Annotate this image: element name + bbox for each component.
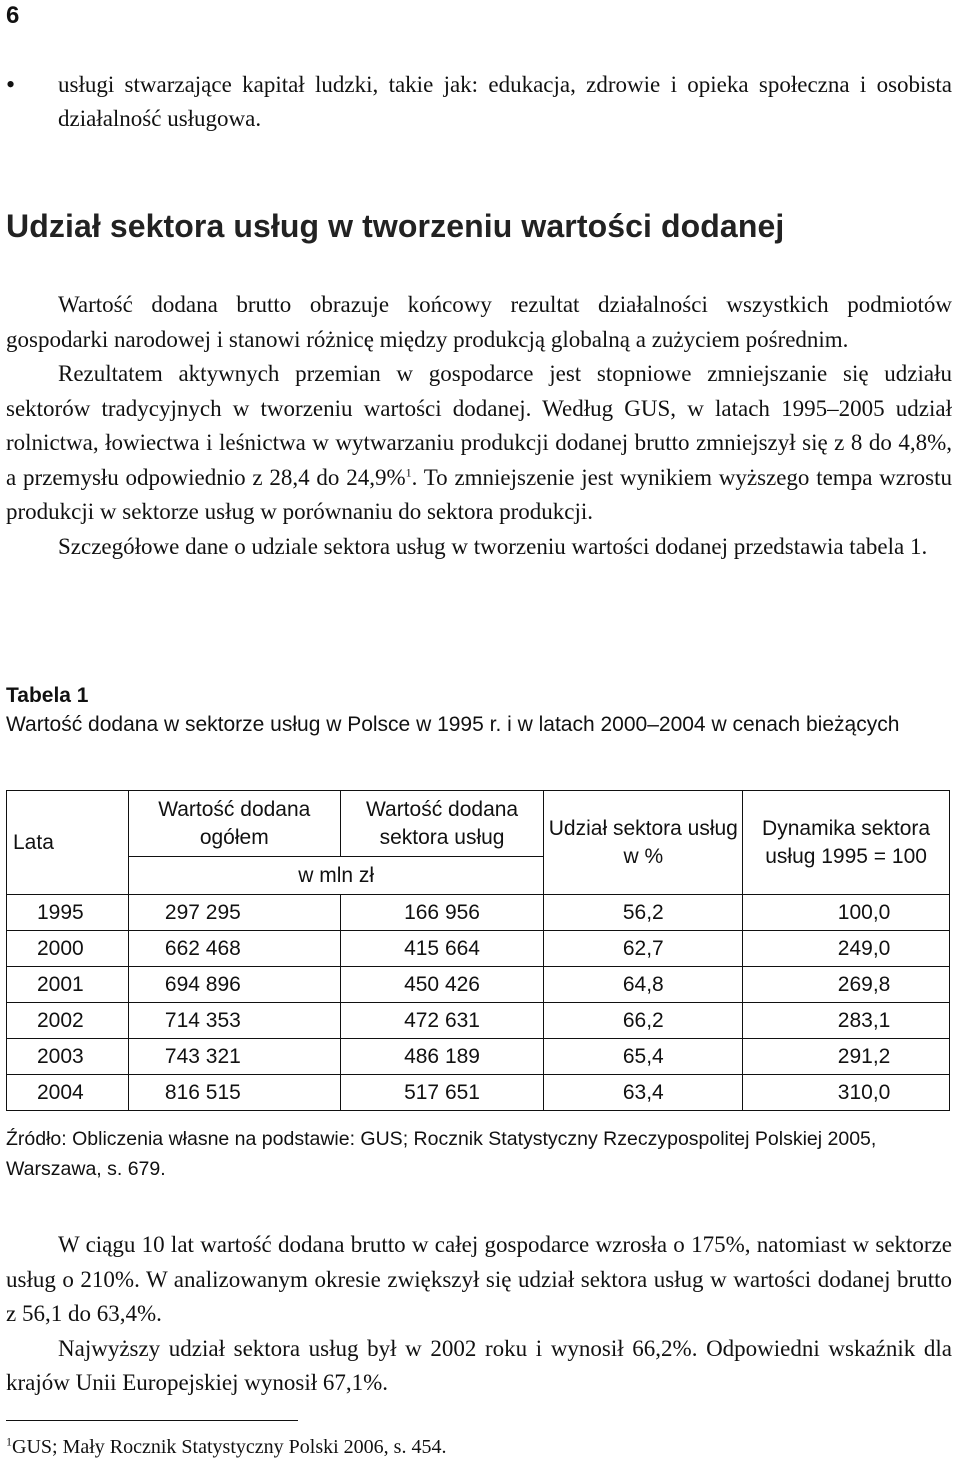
paragraph-trends-text: Rezultatem aktywnych przemian w gospodarce jest stopniowe zmniejszanie się udziału sektorów tradycyjnych w tworzeniu wartości dodanej. Według GUS, w latach 1995–2005 udział rolnictwa, łowiectwa i leśnictwa w wytwarzaniu produkcji dodanej brutto zmniejszył się z 8 do 4,8%, a przemysłu odpowiednio z 28,4 do 24,9% (6, 361, 952, 490)
paragraph-growth: W ciągu 10 lat wartość dodana brutto w całej gospodarce wzrosła o 175%, natomiast w sektorze usług o 210%. W analizowanym okresie zwiększył się udział sektora usług w wartości dodanej brutto z 56,1 do 63,4%. (6, 1232, 952, 1326)
services-value-cell: 450 426 (340, 967, 544, 1003)
table-caption: Wartość dodana w sektorze usług w Polsce w 1995 r. i w latach 2000–2004 w cenach bieżących (6, 713, 900, 736)
dynamics-cell: 269,8 (743, 967, 950, 1003)
services-share-cell: 63,4 (544, 1075, 743, 1111)
year-cell: 1995 (7, 895, 129, 931)
footnote-text: GUS; Mały Rocznik Statystyczny Polski 2006, s. 454. (12, 1436, 447, 1458)
total-value-cell: 816 515 (128, 1075, 340, 1111)
summary-paragraphs (6, 1228, 952, 1401)
services-value-cell: 472 631 (340, 1003, 544, 1039)
dynamics-cell: 249,0 (743, 931, 950, 967)
table-row (7, 895, 950, 931)
table-body (7, 895, 950, 1111)
table-row (7, 967, 950, 1003)
header-years: Lata (7, 791, 129, 895)
footnote-number: 1 (6, 1434, 12, 1449)
services-share-cell: 56,2 (544, 895, 743, 931)
services-value-cell: 486 189 (340, 1039, 544, 1075)
footnote (6, 1436, 446, 1459)
table-source-note: Źródło: Obliczenia własne na podstawie: GUS; Rocznik Statystyczny Rzeczypospolitej Polskiej 2005, Warszawa, s. 679. (6, 1128, 877, 1180)
intro-paragraphs (6, 288, 952, 564)
services-value-cell: 517 651 (340, 1075, 544, 1111)
services-share-cell: 62,7 (544, 931, 743, 967)
table-label: Tabela 1 (6, 684, 89, 707)
paragraph-definition: Wartość dodana brutto obrazuje końcowy rezultat działalności wszystkich podmiotów gospodarki narodowej i stanowi różnicę między produkcją globalną a zużyciem pośrednim. (6, 292, 952, 352)
footnote-divider (6, 1420, 298, 1421)
bullet-marker: • (6, 70, 16, 99)
table-row (7, 1039, 950, 1075)
services-share-cell: 64,8 (544, 967, 743, 1003)
year-cell: 2003 (7, 1039, 129, 1075)
header-total-value-added: Wartość dodana ogółem (128, 791, 340, 857)
section-heading: Udział sektora usług w tworzeniu wartości dodanej (6, 208, 785, 244)
bullet-list-item (6, 68, 952, 136)
year-cell: 2001 (7, 967, 129, 1003)
services-value-cell: 166 956 (340, 895, 544, 931)
page-number: 6 (6, 2, 20, 29)
dynamics-cell: 100,0 (743, 895, 950, 931)
dynamics-cell: 283,1 (743, 1003, 950, 1039)
year-cell: 2000 (7, 931, 129, 967)
bullet-text: usługi stwarzające kapitał ludzki, takie jak: edukacja, zdrowie i opieka społeczna i osobista działalność usługowa. (58, 72, 952, 131)
table-row (7, 931, 950, 967)
total-value-cell: 714 353 (128, 1003, 340, 1039)
header-unit: w mln zł (128, 857, 544, 895)
dynamics-cell: 291,2 (743, 1039, 950, 1075)
total-value-cell: 297 295 (128, 895, 340, 931)
header-services-share: Udział sektora usług w % (544, 791, 743, 895)
table-row (7, 1075, 950, 1111)
year-cell: 2004 (7, 1075, 129, 1111)
total-value-cell: 743 321 (128, 1039, 340, 1075)
value-added-table (6, 790, 950, 1111)
total-value-cell: 694 896 (128, 967, 340, 1003)
services-value-cell: 415 664 (340, 931, 544, 967)
total-value-cell: 662 468 (128, 931, 340, 967)
services-share-cell: 65,4 (544, 1039, 743, 1075)
paragraph-table-intro: Szczegółowe dane o udziale sektora usług w tworzeniu wartości dodanej przedstawia tabela 1. (58, 533, 928, 559)
dynamics-cell: 310,0 (743, 1075, 950, 1111)
header-services-value-added: Wartość dodana sektora usług (340, 791, 544, 857)
year-cell: 2002 (7, 1003, 129, 1039)
header-services-dynamics: Dynamika sektora usług 1995 = 100 (743, 791, 950, 895)
paragraph-peak-share: Najwyższy udział sektora usług był w 2002 roku i wynosił 66,2%. Odpowiedni wskaźnik dla krajów Unii Europejskiej wynosił 67,1%. (6, 1335, 952, 1395)
services-share-cell: 66,2 (544, 1003, 743, 1039)
table-row (7, 1003, 950, 1039)
paragraph-trends-continuation: . To zmniejszenie jest wynikiem wyższego tempa wzrostu produkcji w sektorze usług w porównaniu do sektora produkcji. (6, 464, 952, 524)
footnote-reference: 1 (405, 464, 412, 479)
paragraph-trends (6, 357, 952, 530)
